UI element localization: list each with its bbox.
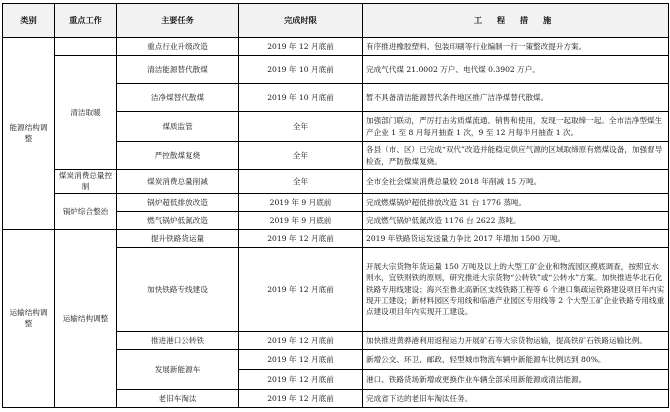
table-row <box>3 193 669 211</box>
header-key-work: 重点工作 <box>55 4 117 38</box>
task-cell: 煤炭消费总量削减 <box>117 170 239 194</box>
measure-cell: 暂不具备清洁能源替代条件地区推广洁净煤替代散煤。 <box>363 84 669 112</box>
group-transport: 运输结构调整 <box>3 229 55 407</box>
subgroup-empty <box>55 38 117 56</box>
measure-cell: 完成省下达的老旧车淘汰任务。 <box>363 389 669 407</box>
deadline-cell: 2019 年 9 月底前 <box>239 211 363 229</box>
deadline-cell: 2019 年 10 月底前 <box>239 84 363 112</box>
task-cell: 提升铁路货运量 <box>117 229 239 247</box>
subgroup-clean-heating: 清洁取暖 <box>55 56 117 170</box>
task-cell: 重点行业升级改造 <box>117 38 239 56</box>
task-cell: 煤质监管 <box>117 112 239 142</box>
document-page <box>2 3 668 409</box>
measure-cell: 各县（市、区）已完成“双代”改造并能稳定供应气源的区域取缔原有燃煤设备，加强督导检查，严防散煤复烧。 <box>363 142 669 170</box>
task-cell: 加快铁路专线建设 <box>117 247 239 331</box>
measure-cell: 新增公交、环卫、邮政、轻型城市物流车辆中新能源车比例达到 80%。 <box>363 349 669 369</box>
deadline-cell: 2019 年 12 月底前 <box>239 349 363 369</box>
measures-table <box>2 3 669 408</box>
task-cell: 老旧车淘汰 <box>117 389 239 407</box>
measure-cell: 全市全社会煤炭消费总量较 2018 年削减 15 万吨。 <box>363 170 669 194</box>
deadline-cell: 2019 年 12 月底前 <box>239 389 363 407</box>
task-cell: 锅炉超低排放改造 <box>117 193 239 211</box>
measure-cell: 完成燃煤锅炉超低排放改造 31 台 1776 蒸吨。 <box>363 193 669 211</box>
deadline-cell: 2019 年 10 月底前 <box>239 56 363 84</box>
table-row <box>3 229 669 247</box>
deadline-cell: 全年 <box>239 142 363 170</box>
measure-cell: 加强部门联动，严厉打击劣质煤流通、销售和使用，发现一起取缔一起。全市洁净型煤生产企业 1 至 8 月每月抽查 1 次，9 至 12 月每半月抽查 1 次。 <box>363 112 669 142</box>
subgroup-transport: 运输结构调整 <box>55 229 117 407</box>
measure-cell: 完成燃气锅炉低氮改造 1176 台 2622 蒸吨。 <box>363 211 669 229</box>
task-cell: 洁净煤替代散煤 <box>117 84 239 112</box>
measure-cell: 港口、铁路货场新增或更换作业车辆全部采用新能源或清洁能源。 <box>363 369 669 389</box>
header-main-task: 主要任务 <box>117 4 239 38</box>
measure-cell: 2019 年铁路货运发送量力争比 2017 年增加 1500 万吨。 <box>363 229 669 247</box>
table-row <box>3 38 669 56</box>
table-row <box>3 170 669 194</box>
task-cell: 严控散煤复烧 <box>117 142 239 170</box>
header-category: 类别 <box>3 4 55 38</box>
deadline-cell: 2019 年 12 月底前 <box>239 369 363 389</box>
deadline-cell: 2019 年 12 月底前 <box>239 331 363 349</box>
task-cell: 清洁能源替代散煤 <box>117 56 239 84</box>
deadline-cell: 2019 年 12 月底前 <box>239 247 363 331</box>
deadline-cell: 全年 <box>239 170 363 194</box>
subgroup-coal-control: 煤炭消费总量控制 <box>55 170 117 194</box>
measure-cell: 有序推进橡胶塑料、包装印刷等行业编制一行一策整改提升方案。 <box>363 38 669 56</box>
task-cell: 发展新能源车 <box>117 349 239 389</box>
deadline-cell: 全年 <box>239 112 363 142</box>
measure-cell: 加快推进黄骅港利用返程运力开展矿石等大宗货物运输，提高铁矿石铁路运输比例。 <box>363 331 669 349</box>
deadline-cell: 2019 年 9 月底前 <box>239 193 363 211</box>
header-deadline: 完成时限 <box>239 4 363 38</box>
measure-cell: 完成气代煤 21.0002 万户、电代煤 0.3902 万户。 <box>363 56 669 84</box>
task-cell: 推进港口公转铁 <box>117 331 239 349</box>
measure-cell: 开展大宗货物年货运量 150 万吨及以上的大型工矿企业和物流园区摸底调查，按照宜水则水，宜铁则铁的原则，研究推进大宗货物“公转铁”或“公转水”方案。加快推进华北石化铁路专用线建设；海兴至鲁北高新区支线铁路工程等 6 个港口集疏运铁路建设项目年内实现开工建设；新材料园区专用线和临港产业园区专用线等 2 个大型工矿企业铁路专用线重点建设项目年内实现开工建设。 <box>363 247 669 331</box>
deadline-cell: 2019 年 12 月底前 <box>239 38 363 56</box>
header-measures: 工 程 措 施 <box>363 4 669 38</box>
subgroup-boiler: 锅炉综合整治 <box>55 193 117 229</box>
table-row <box>3 56 669 84</box>
table-header-row <box>3 4 669 38</box>
deadline-cell: 2019 年 12 月底前 <box>239 229 363 247</box>
task-cell: 燃气锅炉低氮改造 <box>117 211 239 229</box>
group-energy: 能源结构调整 <box>3 38 55 230</box>
